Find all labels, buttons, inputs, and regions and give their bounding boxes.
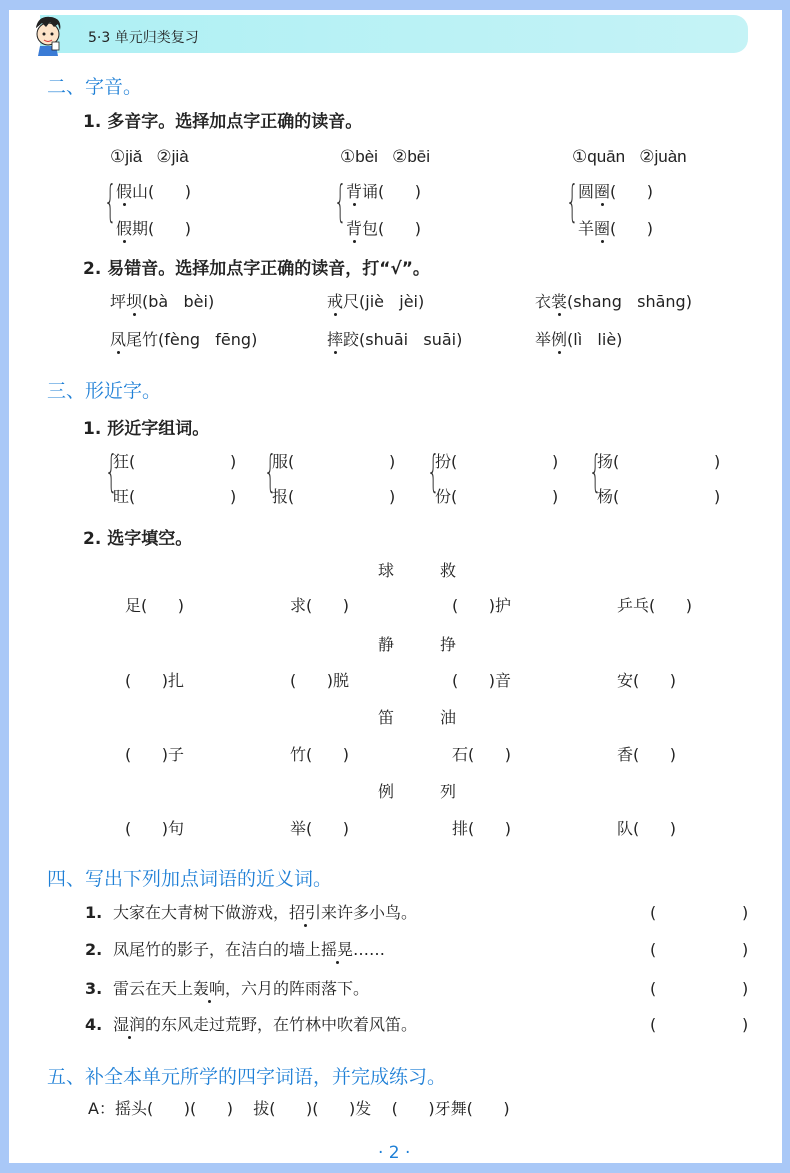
brace-icon: {	[566, 176, 579, 227]
dotted-character: 招引	[289, 903, 322, 922]
dotted-character: 摇晃	[321, 940, 354, 959]
word-text: ( )	[610, 182, 654, 201]
close-paren: )	[714, 487, 721, 506]
polyphone-word	[578, 184, 653, 200]
answer-open-paren: (	[650, 1015, 657, 1034]
polyphone-word	[578, 221, 653, 237]
choice-char: 列	[440, 782, 457, 801]
fill-blank: 排( )	[452, 819, 512, 838]
brace-icon: {	[264, 446, 277, 497]
word-text: 的东风走过荒野，在竹林中吹着风笛。	[145, 1015, 418, 1034]
dotted-character: 背	[346, 219, 363, 238]
pronunciation-item	[110, 332, 257, 348]
choice-char: 油	[440, 708, 457, 727]
s2-q1-label: 1. 多音字。选择加点字正确的读音。	[83, 112, 363, 132]
answer-close-paren: )	[742, 979, 749, 998]
word-text: 举	[535, 330, 552, 349]
word-text: 诵( )	[362, 182, 422, 201]
word-text: 来许多小鸟。	[321, 903, 418, 922]
section-2-heading: 二、字音。	[47, 76, 143, 98]
pinyin-options: ①jiǎ ②jià	[110, 147, 189, 166]
fill-blank: ( )音	[452, 671, 512, 690]
s2-q2-label: 2. 易错音。选择加点字正确的读音，打“√”。	[83, 259, 430, 279]
page-number: · 2 ·	[378, 1143, 411, 1163]
dotted-character: 轰响	[193, 979, 226, 998]
dotted-character: 湿润	[113, 1015, 146, 1034]
dotted-character: 摔	[327, 330, 344, 349]
fill-blank: 竹( )	[290, 745, 350, 764]
dotted-character: 戒	[327, 292, 344, 311]
answer-close-paren: )	[742, 1015, 749, 1034]
word-text: (lì liè)	[567, 330, 623, 349]
word-text: (shang shāng)	[567, 292, 692, 311]
fill-blank: 举( )	[290, 819, 350, 838]
brace-icon: {	[334, 176, 347, 227]
choice-char: 挣	[440, 635, 457, 654]
word-text: 圆	[578, 182, 595, 201]
similar-char-word: 旺(	[113, 487, 136, 506]
word-text: 期( )	[132, 219, 192, 238]
s3-q1-label: 1. 形近字组词。	[83, 419, 210, 439]
similar-char-word: 狂(	[113, 452, 136, 471]
pronunciation-item	[535, 332, 622, 348]
dotted-character: 例	[551, 330, 568, 349]
answer-close-paren: )	[742, 903, 749, 922]
close-paren: )	[552, 452, 559, 471]
dotted-character: 凤	[110, 330, 127, 349]
similar-char-word: 扮(	[435, 452, 458, 471]
similar-char-word: 扬(	[597, 452, 620, 471]
similar-char-word: 服(	[272, 452, 295, 471]
word-text: 尺(jiè jèi)	[343, 292, 425, 311]
word-text: 羊	[578, 219, 595, 238]
word-text: 雷云在天上	[113, 979, 194, 998]
choice-char: 笛	[378, 708, 395, 727]
sentence-text	[113, 942, 385, 958]
fill-blank: ( )护	[452, 596, 512, 615]
word-text: ( )	[610, 219, 654, 238]
word-text: 尾竹(fèng fēng)	[126, 330, 258, 349]
similar-char-word: 报(	[272, 487, 295, 506]
brace-icon: {	[427, 446, 440, 497]
word-text: 包( )	[362, 219, 422, 238]
s3-q2-label: 2. 选字填空。	[83, 529, 193, 549]
choice-char: 例	[378, 782, 395, 801]
word-text: ……	[353, 940, 386, 959]
fill-blank: 求( )	[290, 596, 350, 615]
sentence-text	[113, 905, 417, 921]
fill-blank: ( )句	[125, 819, 185, 838]
polyphone-word	[116, 184, 191, 200]
word-text: 坪	[110, 292, 127, 311]
pronunciation-item	[327, 294, 424, 310]
fill-blank: ( )扎	[125, 671, 185, 690]
sentence-number: 2.	[85, 940, 103, 959]
dotted-character: 圈	[594, 219, 611, 238]
brace-icon: {	[104, 176, 117, 227]
fill-blank: 香( )	[617, 745, 677, 764]
sentence-number: 1.	[85, 903, 103, 922]
fill-blank: 足( )	[125, 596, 185, 615]
dotted-character: 假	[116, 219, 133, 238]
close-paren: )	[714, 452, 721, 471]
word-text: 衣	[535, 292, 552, 311]
answer-open-paren: (	[650, 979, 657, 998]
s5-line-a: A：摇头( )( ) 拔( )( )发 ( )牙舞( )	[88, 1099, 510, 1118]
pinyin-options: ①quān ②juàn	[572, 147, 687, 166]
dotted-character: 圈	[594, 182, 611, 201]
dotted-character: 坝	[126, 292, 143, 311]
dotted-character: 裳	[551, 292, 568, 311]
similar-char-word: 杨(	[597, 487, 620, 506]
sentence-number: 3.	[85, 979, 103, 998]
similar-char-word: 份(	[435, 487, 458, 506]
polyphone-word	[346, 221, 421, 237]
fill-blank: 乒乓( )	[617, 596, 693, 615]
header-title: 5·3 单元归类复习	[88, 30, 199, 46]
word-text: 大家在大青树下做游戏，	[113, 903, 290, 922]
fill-blank: 安( )	[617, 671, 677, 690]
dotted-character: 背	[346, 182, 363, 201]
dotted-character: 假	[116, 182, 133, 201]
pronunciation-item	[535, 294, 692, 310]
sentence-text	[113, 981, 369, 997]
close-paren: )	[552, 487, 559, 506]
close-paren: )	[230, 487, 237, 506]
brace-icon: {	[589, 446, 602, 497]
answer-open-paren: (	[650, 940, 657, 959]
word-text: 跤(shuāi suāi)	[343, 330, 463, 349]
sentence-number: 4.	[85, 1015, 103, 1034]
fill-blank: 队( )	[617, 819, 677, 838]
word-text: ，六月的阵雨落下。	[225, 979, 370, 998]
choice-char: 救	[440, 561, 457, 580]
pronunciation-item	[110, 294, 214, 310]
section-3-heading: 三、形近字。	[47, 380, 162, 402]
choice-char: 静	[378, 635, 395, 654]
fill-blank: ( )脱	[290, 671, 350, 690]
sentence-text	[113, 1017, 417, 1033]
section-5-heading: 五、补全本单元所学的四字词语，并完成练习。	[47, 1066, 447, 1088]
section-4-heading: 四、写出下列加点词语的近义词。	[47, 868, 333, 890]
answer-close-paren: )	[742, 940, 749, 959]
choice-char: 球	[378, 561, 395, 580]
close-paren: )	[389, 487, 396, 506]
pronunciation-item	[327, 332, 462, 348]
polyphone-word	[116, 221, 191, 237]
answer-open-paren: (	[650, 903, 657, 922]
fill-blank: ( )子	[125, 745, 185, 764]
polyphone-word	[346, 184, 421, 200]
pinyin-options: ①bèi ②bēi	[340, 147, 431, 166]
brace-icon: {	[105, 446, 118, 497]
close-paren: )	[230, 452, 237, 471]
word-text: (bà bèi)	[142, 292, 215, 311]
close-paren: )	[389, 452, 396, 471]
cartoon-boy-icon	[28, 14, 68, 56]
fill-blank: 石( )	[452, 745, 512, 764]
word-text: 凤尾竹的影子，在洁白的墙上	[113, 940, 322, 959]
word-text: 山( )	[132, 182, 192, 201]
